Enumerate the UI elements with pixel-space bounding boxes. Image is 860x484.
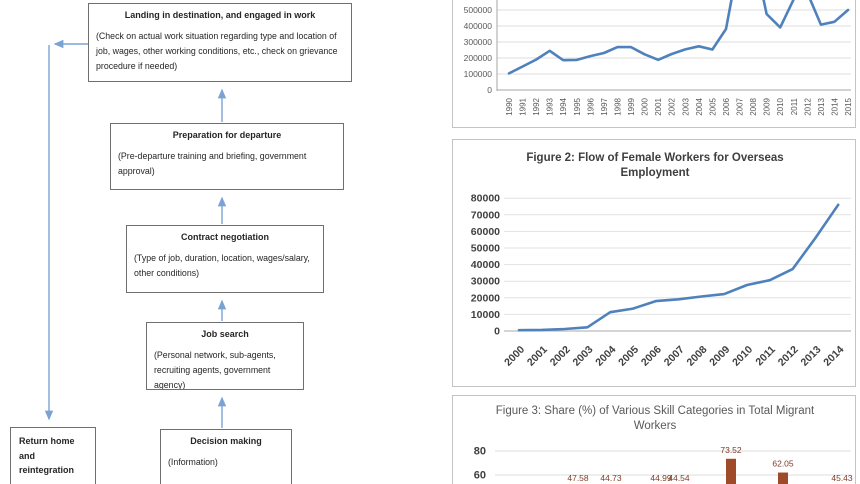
svg-text:1994: 1994	[559, 98, 569, 116]
svg-text:2003: 2003	[681, 98, 691, 116]
svg-text:2004: 2004	[593, 343, 619, 369]
flow-box-preparation-body: (Pre-departure training and briefing, government approval)	[118, 151, 307, 176]
svg-text:2002: 2002	[667, 98, 677, 116]
svg-text:2001: 2001	[654, 98, 664, 116]
svg-text:2013: 2013	[798, 343, 824, 369]
svg-text:2005: 2005	[708, 98, 718, 116]
svg-text:47.58: 47.58	[567, 473, 589, 483]
svg-text:400000: 400000	[463, 21, 492, 31]
svg-text:30000: 30000	[470, 275, 500, 288]
svg-text:2007: 2007	[735, 98, 745, 116]
svg-text:73.52: 73.52	[720, 444, 742, 455]
svg-text:1996: 1996	[586, 98, 596, 116]
svg-text:44.99: 44.99	[650, 473, 672, 483]
flow-box-landing	[88, 3, 352, 82]
svg-text:2015: 2015	[844, 98, 853, 116]
flow-box-job-search-title: Job search	[201, 329, 249, 339]
svg-text:44.73: 44.73	[600, 473, 622, 483]
svg-text:80000: 80000	[470, 192, 500, 205]
svg-text:2006: 2006	[638, 343, 664, 369]
svg-text:2012: 2012	[775, 343, 801, 369]
svg-text:80: 80	[473, 445, 486, 458]
svg-text:1997: 1997	[599, 98, 609, 116]
svg-text:1991: 1991	[518, 98, 528, 116]
svg-text:2011: 2011	[753, 343, 778, 369]
svg-text:2008: 2008	[749, 98, 759, 116]
svg-text:0: 0	[494, 325, 500, 338]
svg-text:2000: 2000	[502, 343, 528, 369]
flow-box-contract-body: (Type of job, duration, location, wages/salary, other conditions)	[134, 253, 310, 278]
flow-box-job-search-body: (Personal network, sub-agents, recruiting agents, government agency)	[154, 350, 276, 390]
svg-text:2013: 2013	[816, 98, 826, 116]
svg-text:2009: 2009	[707, 343, 733, 369]
figure2-title: Figure 2: Flow of Female Workers for Overseas Employment	[526, 152, 784, 179]
svg-text:2010: 2010	[776, 98, 786, 116]
flow-box-landing-body: (Check on actual work situation regarding type and location of job, wages, other working conditions, etc., check on grievance procedure if needed)	[96, 31, 338, 71]
flow-box-contract	[126, 225, 324, 293]
svg-text:20000: 20000	[470, 292, 500, 305]
svg-text:2010: 2010	[730, 343, 756, 369]
svg-text:1995: 1995	[572, 98, 582, 116]
svg-text:500000: 500000	[463, 5, 492, 15]
svg-text:2014: 2014	[830, 98, 840, 116]
svg-text:1999: 1999	[627, 98, 637, 116]
svg-text:2011: 2011	[789, 98, 799, 116]
flow-box-landing-title: Landing in destination, and engaged in work	[124, 10, 316, 20]
flow-box-decision-title: Decision making	[190, 436, 262, 446]
svg-text:62.05: 62.05	[772, 458, 794, 469]
svg-text:200000: 200000	[463, 53, 492, 63]
svg-text:70000: 70000	[470, 209, 500, 222]
svg-text:2002: 2002	[547, 343, 573, 369]
chart-figure3-box	[452, 395, 856, 484]
svg-text:2008: 2008	[684, 343, 710, 369]
svg-text:2003: 2003	[570, 343, 596, 369]
flow-box-decision	[160, 429, 292, 484]
svg-text:2007: 2007	[661, 343, 687, 369]
svg-text:60: 60	[473, 469, 486, 482]
svg-text:1990: 1990	[505, 98, 514, 116]
chart-figure2-box	[452, 139, 856, 387]
svg-text:300000: 300000	[463, 37, 492, 47]
svg-text:60000: 60000	[470, 225, 500, 238]
flow-box-decision-body: (Information)	[168, 457, 218, 467]
svg-text:2001: 2001	[524, 343, 550, 369]
flow-box-preparation-title: Preparation for departure	[172, 130, 282, 140]
svg-text:1992: 1992	[532, 98, 542, 116]
chart-figure1-box	[452, 0, 856, 128]
svg-text:2004: 2004	[694, 98, 704, 116]
svg-text:1998: 1998	[613, 98, 623, 116]
figure3-title: Figure 3: Share (%) of Various Skill Categories in Total Migrant Workers	[495, 405, 815, 432]
flow-box-return-home	[10, 427, 96, 484]
flow-box-contract-title: Contract negotiation	[181, 232, 269, 242]
svg-text:2009: 2009	[762, 98, 772, 116]
svg-text:45.43: 45.43	[831, 473, 853, 483]
svg-text:1993: 1993	[545, 98, 555, 116]
flow-box-job-search	[146, 322, 304, 390]
flow-box-preparation	[110, 123, 344, 190]
svg-text:50000: 50000	[470, 242, 500, 255]
svg-text:2014: 2014	[821, 343, 847, 369]
svg-text:44.54: 44.54	[668, 473, 690, 483]
svg-text:2012: 2012	[803, 98, 813, 116]
svg-text:100000: 100000	[463, 69, 492, 79]
flow-box-return-home-title: Return home and reintegration	[19, 436, 75, 475]
svg-text:2000: 2000	[640, 98, 650, 116]
svg-text:10000: 10000	[470, 308, 500, 321]
svg-text:0: 0	[487, 85, 492, 95]
svg-text:2006: 2006	[721, 98, 731, 116]
svg-text:2005: 2005	[616, 343, 642, 369]
svg-text:40000: 40000	[470, 259, 500, 272]
